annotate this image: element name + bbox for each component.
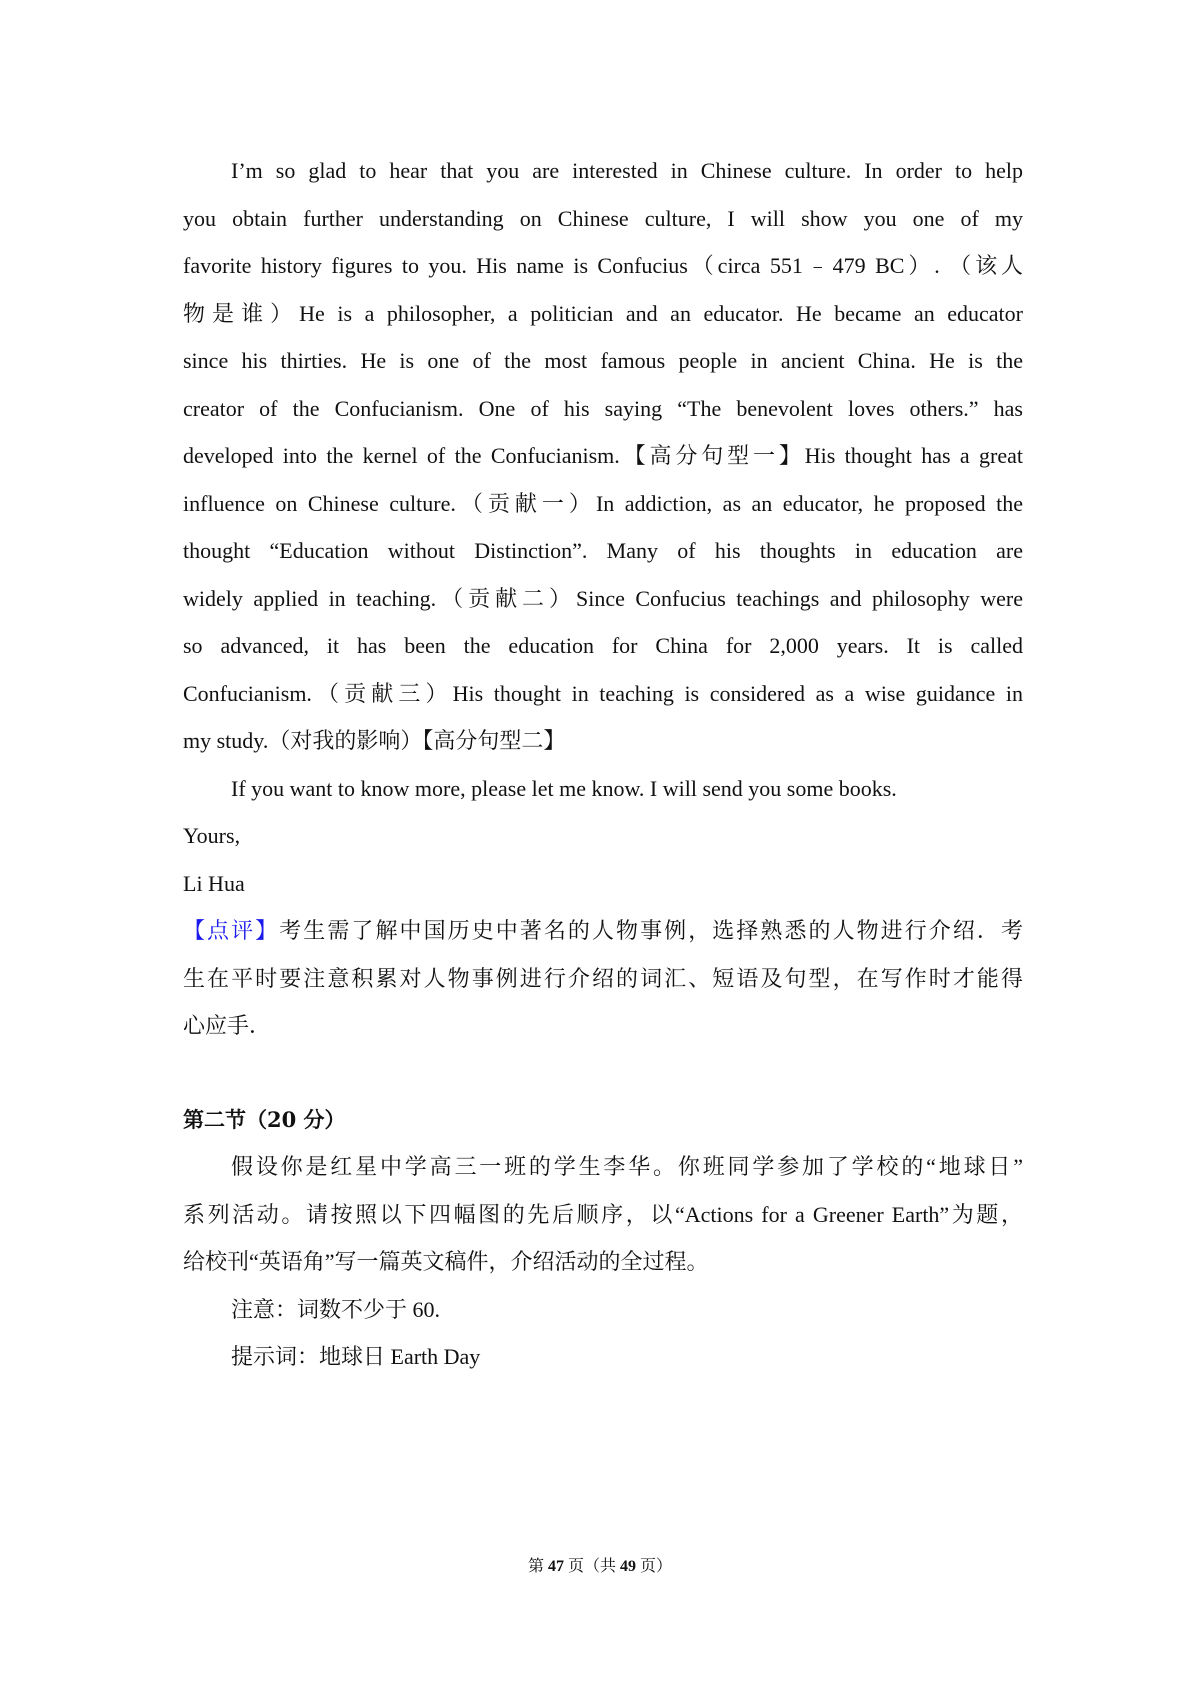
letter-line: you obtain further understanding on Chinese culture, I will show you one of my <box>183 205 1023 231</box>
comment-line: 心应手． <box>183 1013 272 1038</box>
sign-off: Yours, <box>183 823 241 848</box>
page-footer <box>0 1555 1200 1579</box>
letter-line: so advanced, it has been the education for China for 2,000 years. It is called <box>183 633 1023 658</box>
letter-line: creator of the Confucianism. One of his saying “The benevolent loves others.” has <box>183 395 1023 421</box>
letter-line: developed into the kernel of the Confucianism.【高分句型一】His thought has a great <box>183 443 1023 468</box>
letter-line: thought “Education without Distinction”. Many of his thoughts in education are <box>183 538 1023 563</box>
prompt-line: 系列活动。请按照以下四幅图的先后顺序，以“Actions for a Greener Earth”为题， <box>183 1201 1023 1227</box>
hint-words: 提示词：地球日 Earth Day <box>231 1344 481 1369</box>
current-page-number: 47 <box>547 1558 564 1575</box>
signature: Li Hua <box>183 870 245 896</box>
letter-line: I’m so glad to hear that you are interested in Chinese culture. In order to help <box>231 158 1023 183</box>
letter-line: 物是谁）He is a philosopher, a politician and an educator. He became an educator <box>183 300 1023 326</box>
prompt-line: 给校刊“英语角”写一篇英文稿件，介绍活动的全过程。 <box>183 1249 709 1274</box>
footer-prefix: 第 <box>527 1558 544 1575</box>
section-heading: 第二节（20 分） <box>183 1106 346 1132</box>
comment-line: 生在平时要注意积累对人物事例进行介绍的词汇、短语及句型，在写作时才能得 <box>183 965 1023 991</box>
letter-body <box>183 147 1023 907</box>
total-page-number: 49 <box>620 1558 636 1575</box>
letter-line: Confucianism.（贡献三）His thought in teaching is considered as a wise guidance in <box>183 680 1023 706</box>
comment-tag: 【点评】 <box>183 918 280 943</box>
closing-paragraph: If you want to know more, please let me know. I will send you some books. <box>231 775 897 801</box>
letter-line: widely applied in teaching.（贡献二）Since Confucius teachings and philosophy were <box>183 585 1023 611</box>
letter-line-last: my study.（对我的影响）【高分句型二】 <box>183 728 566 753</box>
comment-line <box>183 907 1023 955</box>
section-two <box>183 1096 1023 1381</box>
footer-middle: 页（共 <box>567 1558 616 1575</box>
page-content <box>183 147 1023 1381</box>
prompt-line: 假设你是红星中学高三一班的学生李华。你班同学参加了学校的“地球日” <box>231 1154 1023 1179</box>
word-count-note: 注意：词数不少于 60. <box>231 1296 441 1322</box>
comment-block <box>183 907 1023 1050</box>
letter-line: since his thirties. He is one of the most famous people in ancient China. He is the <box>183 348 1023 373</box>
letter-line: influence on Chinese culture.（贡献一）In addiction, as an educator, he proposed the <box>183 490 1023 516</box>
letter-line: favorite history figures to you. His name is Confucius（circa 551﹣479 BC）. （该人 <box>183 253 1023 278</box>
comment-text: 考生需了解中国历史中著名的人物事例，选择熟悉的人物进行介绍．考 <box>279 918 1023 943</box>
footer-suffix: 页） <box>640 1558 673 1575</box>
